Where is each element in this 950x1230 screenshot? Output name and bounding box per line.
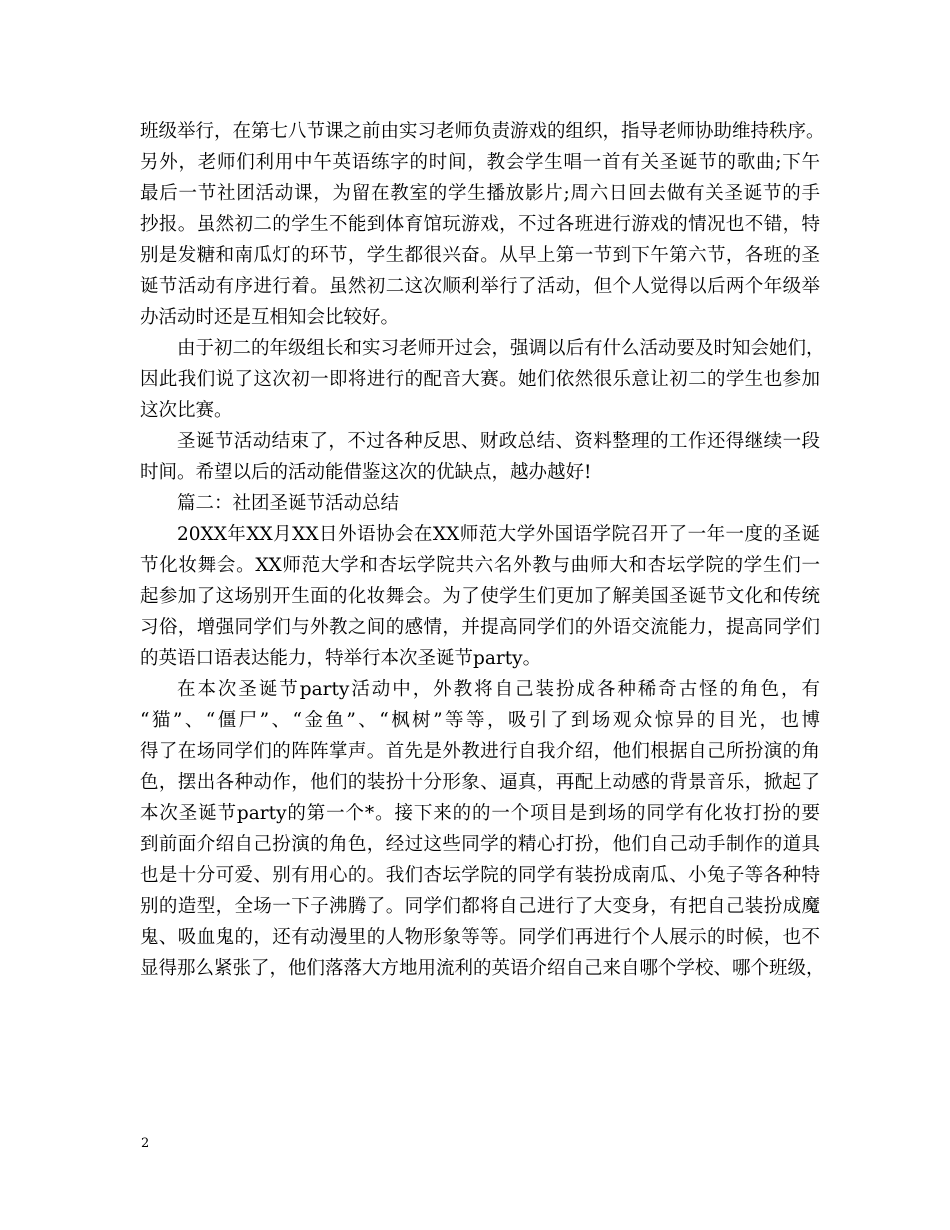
paragraph-1-line-6: 诞节活动有序进行着。虽然初二这次顺利举行了活动，但个人觉得以后两个年级举 — [140, 276, 820, 297]
paragraph-5-line-9: 鬼、吸血鬼的，还有动漫里的人物形象等等。同学们再进行个人展示的时候，也不 — [140, 927, 820, 948]
paragraph-4-line-1: 20XX年XX月XX日外语协会在XX师范大学外国语学院召开了一年一度的圣诞 — [177, 524, 820, 545]
paragraph-4-line-3: 起参加了这场别开生面的化妆舞会。为了使学生们更加了解美国圣诞节文化和传统 — [140, 586, 820, 607]
page-number: 2 — [141, 1136, 150, 1151]
paragraph-4-line-2: 节化妆舞会。XX师范大学和杏坛学院共六名外教与曲师大和杏坛学院的学生们一 — [140, 555, 820, 576]
paragraph-1-line-3: 最后一节社团活动课，为留在教室的学生播放影片;周六日回去做有关圣诞节的手 — [140, 183, 820, 204]
paragraph-5-line-3: 得了在场同学们的阵阵掌声。首先是外教进行自我介绍，他们根据自己所扮演的角 — [140, 741, 820, 762]
paragraph-4-line-5: 的英语口语表达能力，特举行本次圣诞节party。 — [140, 648, 542, 669]
paragraph-5-line-7: 也是十分可爱、别有用心的。我们杏坛学院的同学有装扮成南瓜、小兔子等各种特 — [140, 865, 820, 886]
paragraph-5-line-4: 色，摆出各种动作，他们的装扮十分形象、逼真，再配上动感的背景音乐，掀起了 — [140, 772, 820, 793]
paragraph-1-line-7: 办活动时还是互相知会比较好。 — [140, 307, 400, 328]
paragraph-2-line-1: 由于初二的年级组长和实习老师开过会，强调以后有什么活动要及时知会她们， — [177, 338, 825, 359]
paragraph-1-line-4: 抄报。虽然初二的学生不能到体育馆玩游戏，不过各班进行游戏的情况也不错，特 — [140, 214, 820, 235]
paragraph-4-line-4: 习俗，增强同学们与外教之间的感情，并提高同学们的外语交流能力，提高同学们 — [140, 617, 820, 638]
paragraph-1-line-5: 别是发糖和南瓜灯的环节，学生都很兴奋。从早上第一节到下午第六节，各班的圣 — [140, 245, 820, 266]
paragraph-2-line-3: 这次比赛。 — [140, 400, 233, 421]
paragraph-3-line-1: 圣诞节活动结束了，不过各种反思、财政总结、资料整理的工作还得继续一段 — [177, 431, 820, 452]
paragraph-5-line-6: 到前面介绍自己扮演的角色，经过这些同学的精心打扮，他们自己动手制作的道具 — [140, 834, 820, 855]
paragraph-1-line-2: 另外，老师们利用中午英语练字的时间，教会学生唱一首有关圣诞节的歌曲;下午 — [140, 152, 820, 173]
paragraph-5-line-8: 别的造型，全场一下子沸腾了。同学们都将自己进行了大变身，有把自己装扮成魔 — [140, 896, 820, 917]
paragraph-5-line-10: 显得那么紧张了，他们落落大方地用流利的英语介绍自己来自哪个学校、哪个班级， — [140, 958, 825, 979]
paragraph-5-line-1: 在本次圣诞节party活动中，外教将自己装扮成各种稀奇古怪的角色，有 — [177, 679, 820, 700]
paragraph-3-line-2: 时间。希望以后的活动能借鉴这次的优缺点，越办越好! — [140, 462, 592, 483]
paragraph-2-line-2: 因此我们说了这次初一即将进行的配音大赛。她们依然很乐意让初二的学生也参加 — [140, 369, 820, 390]
paragraph-5-line-5: 本次圣诞节party的第一个*。接下来的的一个项目是到场的同学有化妆打扮的要 — [140, 803, 820, 824]
paragraph-5-line-2: “猫”、“僵尸”、“金鱼”、“枫树”等等，吸引了到场观众惊异的目光，也博 — [140, 710, 820, 731]
document-body — [140, 116, 825, 984]
section-heading: 篇二：社团圣诞节活动总结 — [177, 493, 400, 514]
paragraph-1-line-1: 班级举行，在第七八节课之前由实习老师负责游戏的组织，指导老师协助维持秩序。 — [140, 121, 825, 142]
